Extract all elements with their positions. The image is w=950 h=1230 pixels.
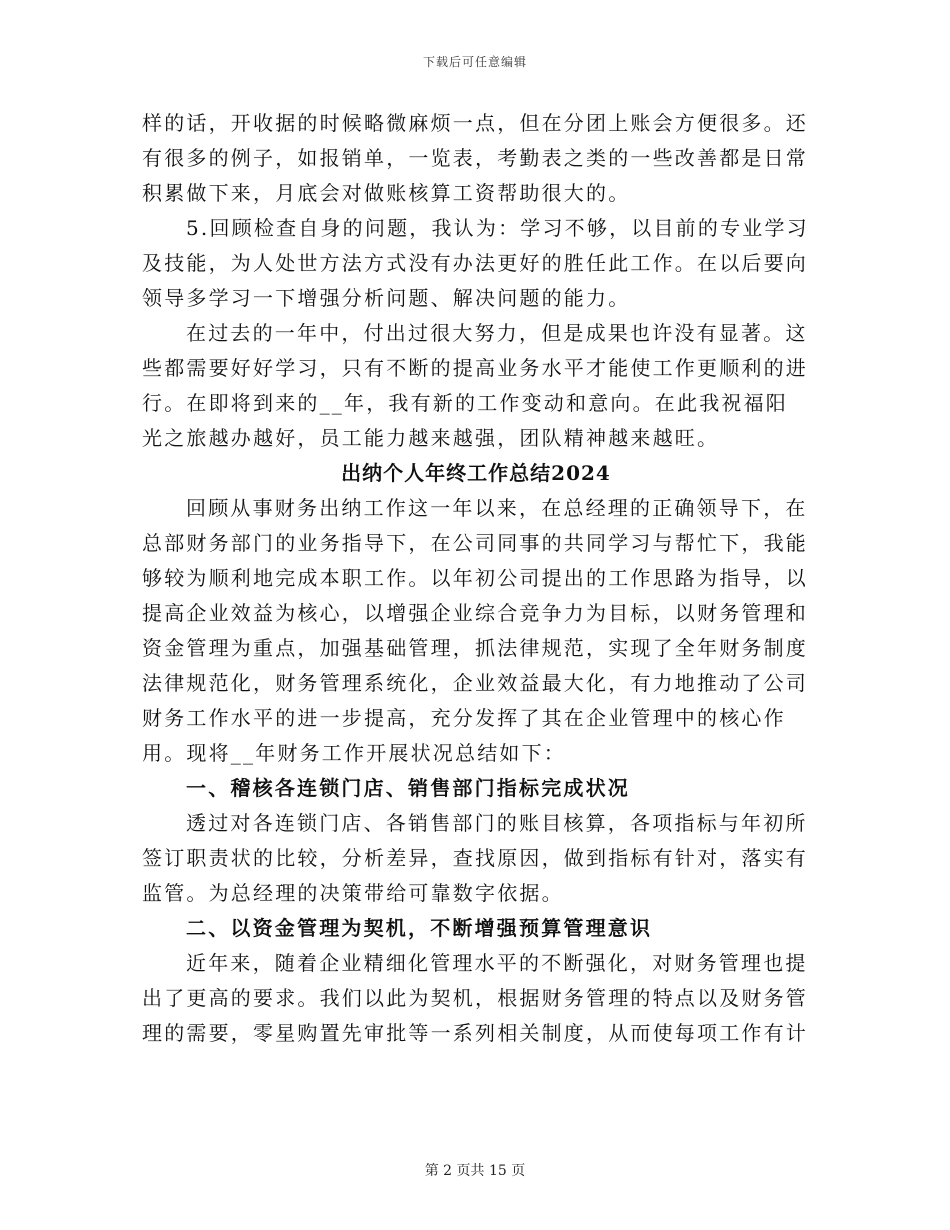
paragraph-intro: 回顾从事财务出纳工作这一年以来，在总经理的正确领导下，在总部财务部门的业务指导下，在公司同事的共同学习与帮忙下，我能够较为顺利地完成本职工作。以年初公司提出的工作思路为指导，以提高企业效益为核心，以增强企业综合竞争力为目标，以财务管理和资金管理为重点，加强基础管理，抓法律规范，实现了全年财务制度法律规范化，财务管理系统化，企业效益最大化，有力地推动了公司财务工作水平的进一步提高，充分发挥了其在企业管理中的核心作用。现将__年财务工作开展状况总结如下： <box>142 496 808 765</box>
section-heading-1: 一、稽核各连锁门店、销售部门指标完成状况 <box>186 776 630 800</box>
paragraph-closing: 在过去的一年中，付出过很大努力，但是成果也许没有显著。这些都需要好好学习，只有不断的提高业务水平才能使工作更顺利的进行。在即将到来的__年，我有新的工作变动和意向。在此我祝福阳光之旅越办越好，员工能力越来越强，团队精神越来越旺。 <box>142 321 808 450</box>
document-title: 出纳个人年终工作总结2024 <box>341 461 611 485</box>
paragraph-item-5: 5.回顾检查自身的问题，我认为：学习不够，以目前的专业学习及技能，为人处世方法方式没有办法更好的胜任此工作。在以后要向领导多学习一下增强分析问题、解决问题的能力。 <box>142 216 809 310</box>
document-body <box>142 106 810 1051</box>
page-header-note: 下载后可任意编辑 <box>422 55 527 69</box>
paragraph-section-1: 透过对各连锁门店、各销售部门的账目核算，各项指标与年初所签订职责状的比较，分析差异，查找原因，做到指标有针对，落实有监管。为总经理的决策带给可靠数字依据。 <box>142 811 808 905</box>
page-number: 第 2 页共 15 页 <box>424 1163 526 1179</box>
paragraph-section-2: 近年来，随着企业精细化管理水平的不断强化，对财务管理也提出了更高的要求。我们以此为契机，根据财务管理的特点以及财务管理的需要，零星购置先审批等一系列相关制度，从而使每项工作有计 <box>142 951 808 1045</box>
section-heading-2: 二、以资金管理为契机，不断增强预算管理意识 <box>186 916 653 940</box>
paragraph-continuation: 样的话，开收据的时候略微麻烦一点，但在分团上账会方便很多。还有很多的例子，如报销单，一览表，考勤表之类的一些改善都是日常积累做下来，月底会对做账核算工资帮助很大的。 <box>142 111 808 205</box>
